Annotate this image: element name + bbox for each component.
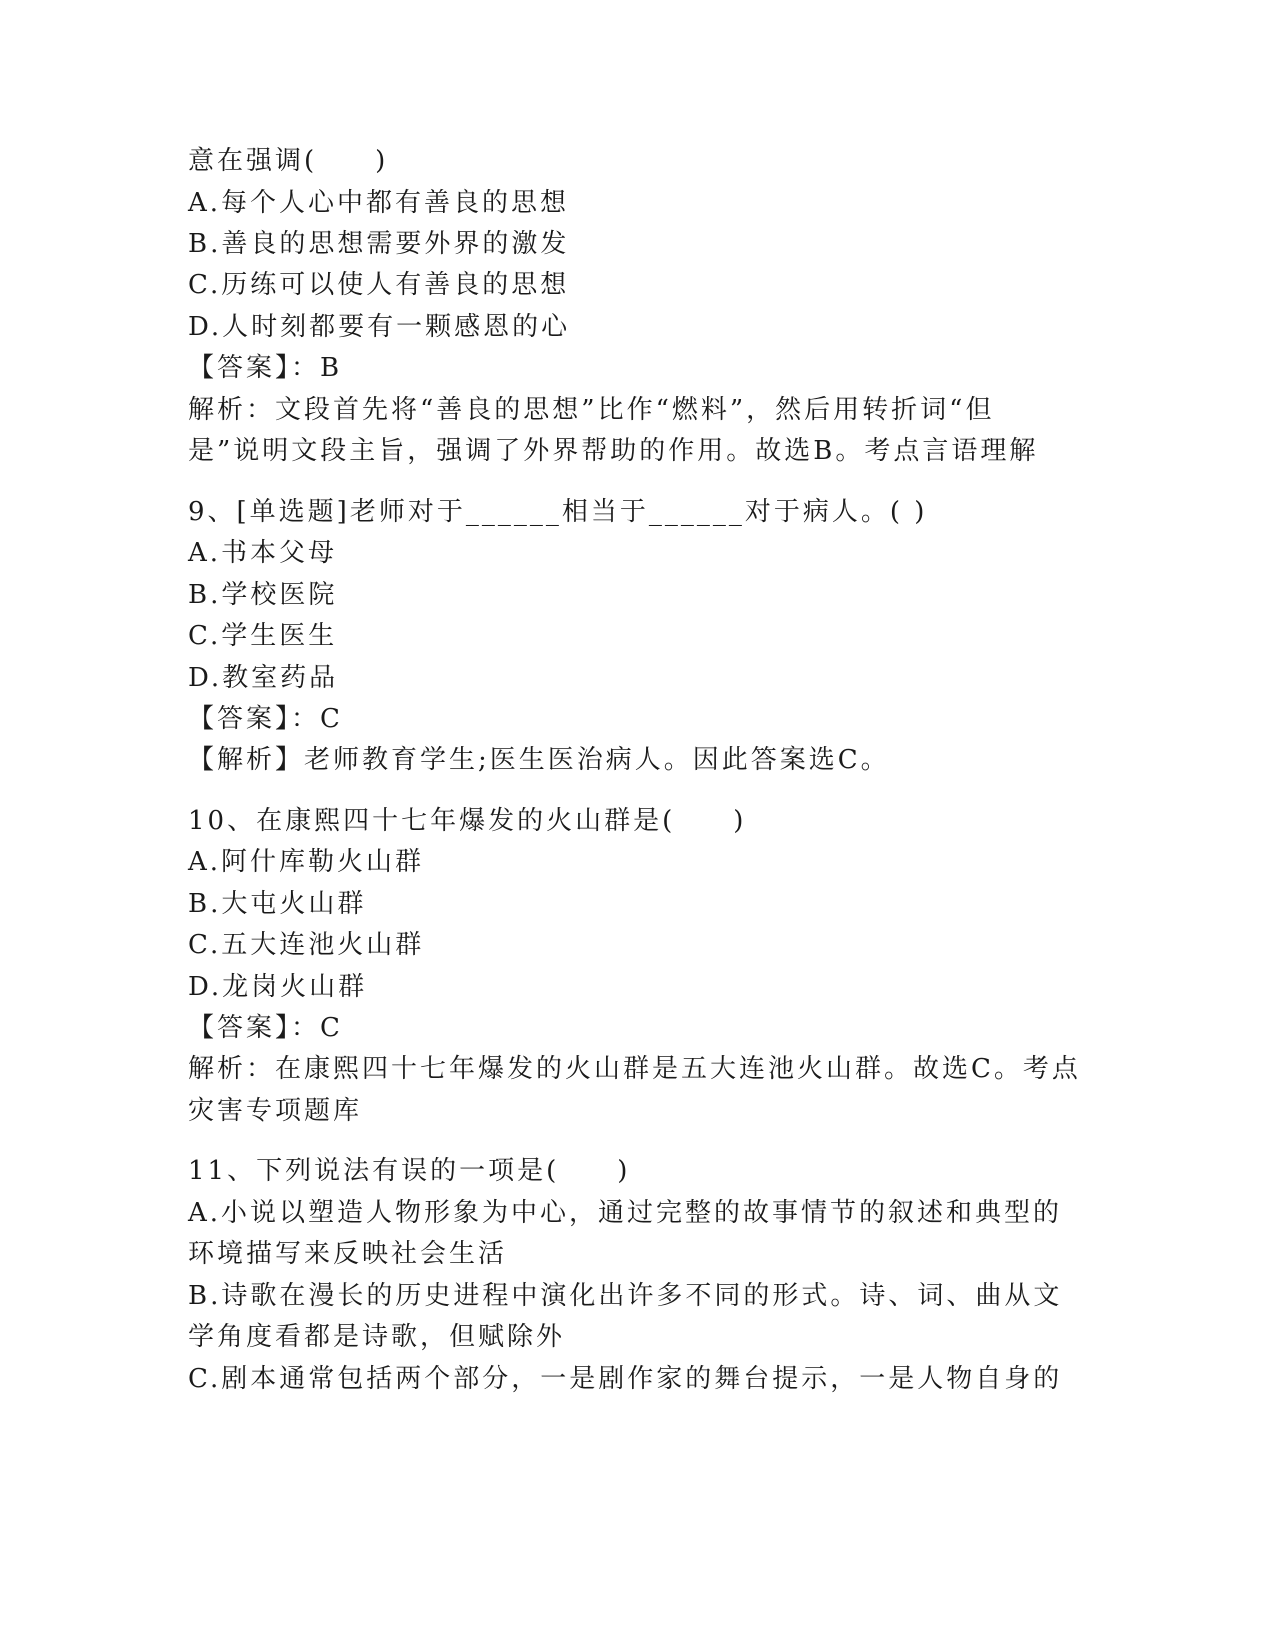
question-9-analysis: 【解析】老师教育学生;医生医治病人。因此答案选C。 [188, 745, 890, 775]
question-9-option-b: B.学校医院 [188, 580, 338, 610]
question-11-option-b-line-2: 学角度看都是诗歌，但赋除外 [188, 1322, 566, 1352]
question-10-option-d: D.龙岗火山群 [188, 972, 368, 1002]
question-9-option-d: D.教室药品 [188, 663, 339, 693]
question-9-answer: 【答案】：C [188, 704, 343, 734]
question-8-stem-end: 意在强调( ) [188, 146, 389, 176]
question-10-answer: 【答案】：C [188, 1013, 343, 1043]
question-9-option-c: C.学生医生 [188, 621, 338, 651]
question-10-stem: 10、在康熙四十七年爆发的火山群是( ) [188, 806, 747, 836]
question-8-option-d: D.人时刻都要有一颗感恩的心 [188, 312, 571, 342]
question-10-analysis-line-2: 灾害专项题库 [188, 1096, 363, 1126]
question-11-option-b-line-1: B.诗歌在漫长的历史进程中演化出许多不同的形式。诗、词、曲从文 [188, 1281, 1063, 1311]
question-10-option-a: A.阿什库勒火山群 [188, 847, 425, 877]
question-8-analysis-line-1: 解析：文段首先将“善良的思想”比作“燃料”，然后用转折词“但 [188, 395, 995, 425]
question-8-analysis-line-2: 是”说明文段主旨，强调了外界帮助的作用。故选B。考点言语理解 [188, 436, 1039, 466]
question-11-option-a-line-1: A.小说以塑造人物形象为中心，通过完整的故事情节的叙述和典型的 [188, 1198, 1063, 1228]
question-8-answer: 【答案】：B [188, 353, 343, 383]
question-9-option-a: A.书本父母 [188, 538, 338, 568]
question-10-option-b: B.大屯火山群 [188, 889, 367, 919]
question-11-option-a-line-2: 环境描写来反映社会生活 [188, 1239, 508, 1269]
question-9-stem: 9、[单选题]老师对于______相当于______对于病人。( ) [188, 497, 928, 527]
question-10-analysis-line-1: 解析：在康熙四十七年爆发的火山群是五大连池火山群。故选C。考点 [188, 1054, 1081, 1084]
question-10-option-c: C.五大连池火山群 [188, 930, 425, 960]
question-8-option-a: A.每个人心中都有善良的思想 [188, 188, 570, 218]
question-8-option-c: C.历练可以使人有善良的思想 [188, 270, 570, 300]
question-11-option-c-line-1: C.剧本通常包括两个部分，一是剧作家的舞台提示，一是人物自身的 [188, 1364, 1063, 1394]
question-11-stem: 11、下列说法有误的一项是( ) [188, 1156, 631, 1186]
question-8-option-b: B.善良的思想需要外界的激发 [188, 229, 570, 259]
